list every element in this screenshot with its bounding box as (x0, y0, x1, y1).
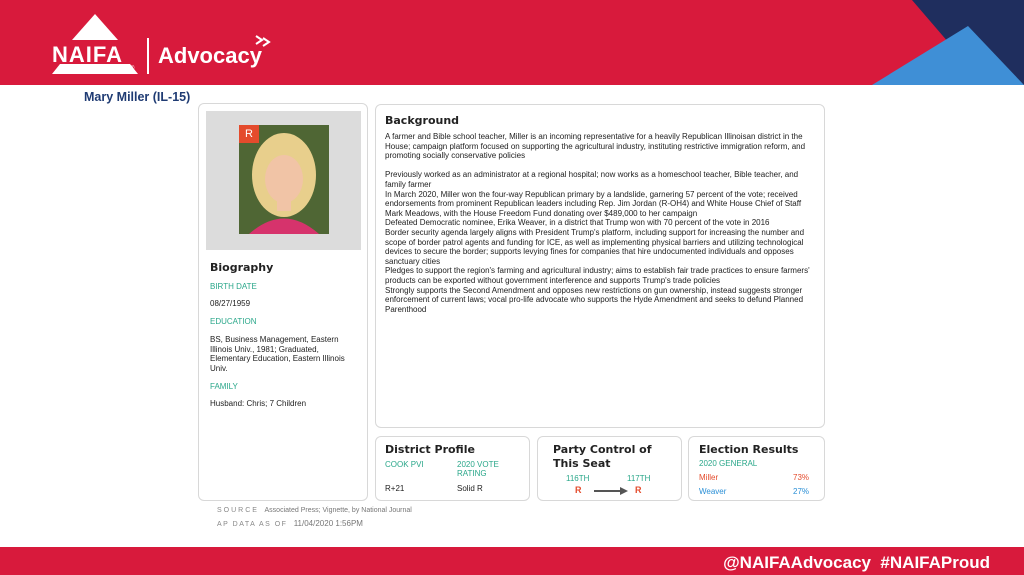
party-from: R (575, 485, 582, 495)
ap-date-value: 11/04/2020 1:56PM (293, 519, 363, 528)
source-label: SOURCE (217, 507, 259, 514)
cook-pvi-value: R+21 (385, 484, 405, 493)
section-title: Advocacy (158, 43, 262, 68)
photo-frame (206, 111, 361, 250)
birth-date-value: 08/27/1959 (210, 299, 251, 308)
biography-card (198, 103, 368, 501)
party-badge: R (239, 125, 259, 143)
election-subheading: 2020 GENERAL (699, 459, 758, 468)
candidate-pct: 27% (793, 487, 810, 496)
party-control-card (537, 436, 682, 501)
source-line (217, 507, 412, 514)
footer-hashtags: @NAIFAAdvocacy #NAIFAProud (723, 553, 990, 572)
district-profile-card (375, 436, 530, 501)
background-line: Pledges to support the region's farming and agricultural industry; aims to establish fair trade practices to ensure farmers' products can be exported without government interference and supports Trump's trade policies (385, 266, 810, 285)
education-value: BS, Business Management, Eastern Illinois Univ., 1981; Graduated, Elementary Education, Eastern Illinois Univ. (210, 335, 345, 373)
district-profile-heading: District Profile (385, 443, 475, 456)
election-results-card (688, 436, 825, 501)
background-line: Border security agenda largely aligns with President Trump's platform, including support for increasing the number and scope of border patrol agents and funding for ICE, as well as implementing physical barriers and utilizing technological devices to secure the border; supports levying fines for companies that hire undocumented individuals and opposes sanctuary cities (385, 227, 805, 266)
vote-rating-value: Solid R (457, 484, 483, 493)
background-paragraph: A farmer and Bible school teacher, Miller is an incoming representative for a heavily Republican Illinoisan district in the House; campaign platform focused on supporting the agricultural industry, instituting restrictive immigration reform, and promoting socially conservative policies (385, 132, 806, 161)
brand-name: NAIFA (52, 42, 123, 67)
candidate-name: Miller (699, 473, 719, 482)
member-photo (239, 125, 329, 234)
background-heading: Background (385, 114, 460, 127)
party-control-heading: Party Control of This Seat (553, 443, 652, 470)
party-to: R (635, 485, 642, 495)
corner-decoration (0, 0, 1024, 85)
education-label: EDUCATION (210, 317, 257, 326)
background-text (385, 132, 817, 314)
background-line: Previously worked as an administrator at a regional hospital; now works as a homeschool teacher, Bible teacher, and family farmer (385, 170, 799, 189)
family-value: Husband: Chris; 7 Children (210, 399, 307, 408)
congress-from-label: 116TH (566, 474, 590, 483)
vote-rating-label: 2020 VOTE RATING (457, 460, 499, 478)
cook-pvi-label: COOK PVI (385, 460, 424, 469)
registered-mark: ® (130, 66, 135, 72)
congress-to-label: 117TH (627, 474, 651, 483)
birth-date-label: BIRTH DATE (210, 282, 257, 291)
background-line: In March 2020, Miller won the four-way Republican primary by a landslide, garnering 57 percent of the vote; received endorsements from prominent Republican leaders including Rep. Jim Jordan (R-OH4) and White House Chief of Staff Mark Meadows, with the House Freedom Fund donating over $489,000 to her campaign (385, 189, 802, 218)
header-divider (147, 38, 149, 74)
background-line: Defeated Democratic nominee, Erika Weaver, in a district that Trump won with 70 percent of the vote in 2016 (385, 218, 770, 228)
page-title: Mary Miller (IL-15) (84, 90, 191, 104)
background-card (375, 104, 825, 428)
election-results-heading: Election Results (699, 443, 799, 456)
chevron-arrows-icon (254, 34, 272, 48)
biography-heading: Biography (210, 261, 274, 274)
candidate-name: Weaver (699, 487, 727, 496)
ap-date-label: AP DATA AS OF (217, 521, 288, 528)
candidate-pct: 73% (793, 473, 810, 482)
family-label: FAMILY (210, 382, 238, 391)
arrow-right-icon (594, 487, 628, 495)
source-text: Associated Press; Vignette, by National Journal (264, 507, 412, 514)
background-line: Strongly supports the Second Amendment and opposes new restrictions on gun ownership, instead suggests stronger enforcement of current laws; vocal pro-life advocate who supports the Hyde Amendment and seeks to defund Planned Parenthood (385, 285, 804, 314)
ap-date-line (217, 519, 363, 528)
header-banner (0, 0, 1024, 85)
